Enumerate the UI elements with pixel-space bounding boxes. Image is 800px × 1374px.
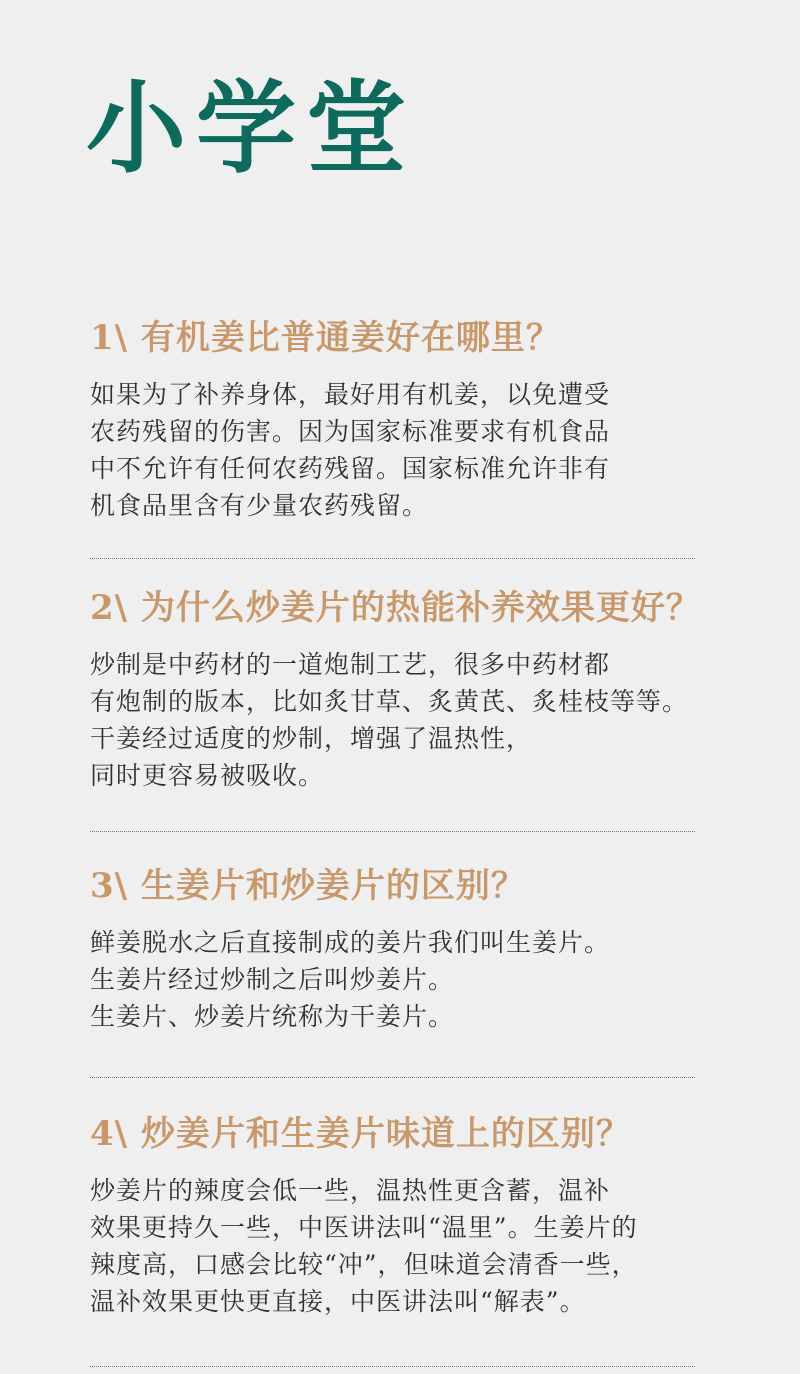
- answer-text: [90, 646, 780, 794]
- answer-line: 中不允许有任何农药残留。国家标准允许非有: [90, 454, 611, 483]
- answer-line: 生姜片经过炒制之后叫炒姜片。: [90, 965, 455, 994]
- answer-line: 生姜片、炒姜片统称为干姜片。: [90, 1002, 455, 1031]
- question-title: 1\ 有机姜比普通姜好在哪里？: [90, 318, 561, 358]
- answer-line: 如果为了补养身体，最好用有机姜，以免遭受: [90, 380, 611, 409]
- answer-line: 温补效果更快更直接，中医讲法叫“解表”。: [90, 1287, 586, 1316]
- dotted-divider: [90, 831, 695, 832]
- answer-line: 炒姜片的辣度会低一些，温热性更含蓄，温补: [90, 1176, 611, 1205]
- question-title: 4\ 炒姜片和生姜片味道上的区别？: [90, 1114, 631, 1154]
- question-title: 2\ 为什么炒姜片的热能补养效果更好？: [90, 588, 701, 628]
- answer-text: [90, 924, 780, 1035]
- qa-section-2: [90, 588, 780, 794]
- answer-text: [90, 1172, 780, 1320]
- dotted-divider: [90, 1366, 695, 1367]
- answer-line: 干姜经过适度的炒制，增强了温热性，: [90, 724, 533, 753]
- answer-line: 辣度高，口感会比较“冲”，但味道会清香一些，: [90, 1250, 638, 1279]
- answer-line: 有炮制的版本，比如炙甘草、炙黄芪、炙桂枝等等。: [90, 687, 689, 716]
- dotted-divider: [90, 1077, 695, 1078]
- answer-text: [90, 376, 780, 524]
- qa-section-1: [90, 318, 780, 524]
- page-title: 小学堂: [86, 69, 416, 187]
- question-title: 3\ 生姜片和炒姜片的区别？: [90, 866, 526, 906]
- answer-line: 鲜姜脱水之后直接制成的姜片我们叫生姜片。: [90, 928, 611, 957]
- qa-section-3: [90, 866, 780, 1035]
- answer-line: 同时更容易被吸收。: [90, 761, 325, 790]
- answer-line: 机食品里含有少量农药残留。: [90, 491, 429, 520]
- qa-section-4: [90, 1114, 780, 1320]
- answer-line: 农药残留的伤害。因为国家标准要求有机食品: [90, 417, 611, 446]
- answer-line: 效果更持久一些，中医讲法叫“温里”。生姜片的: [90, 1213, 638, 1242]
- answer-line: 炒制是中药材的一道炮制工艺，很多中药材都: [90, 650, 611, 679]
- dotted-divider: [90, 558, 695, 559]
